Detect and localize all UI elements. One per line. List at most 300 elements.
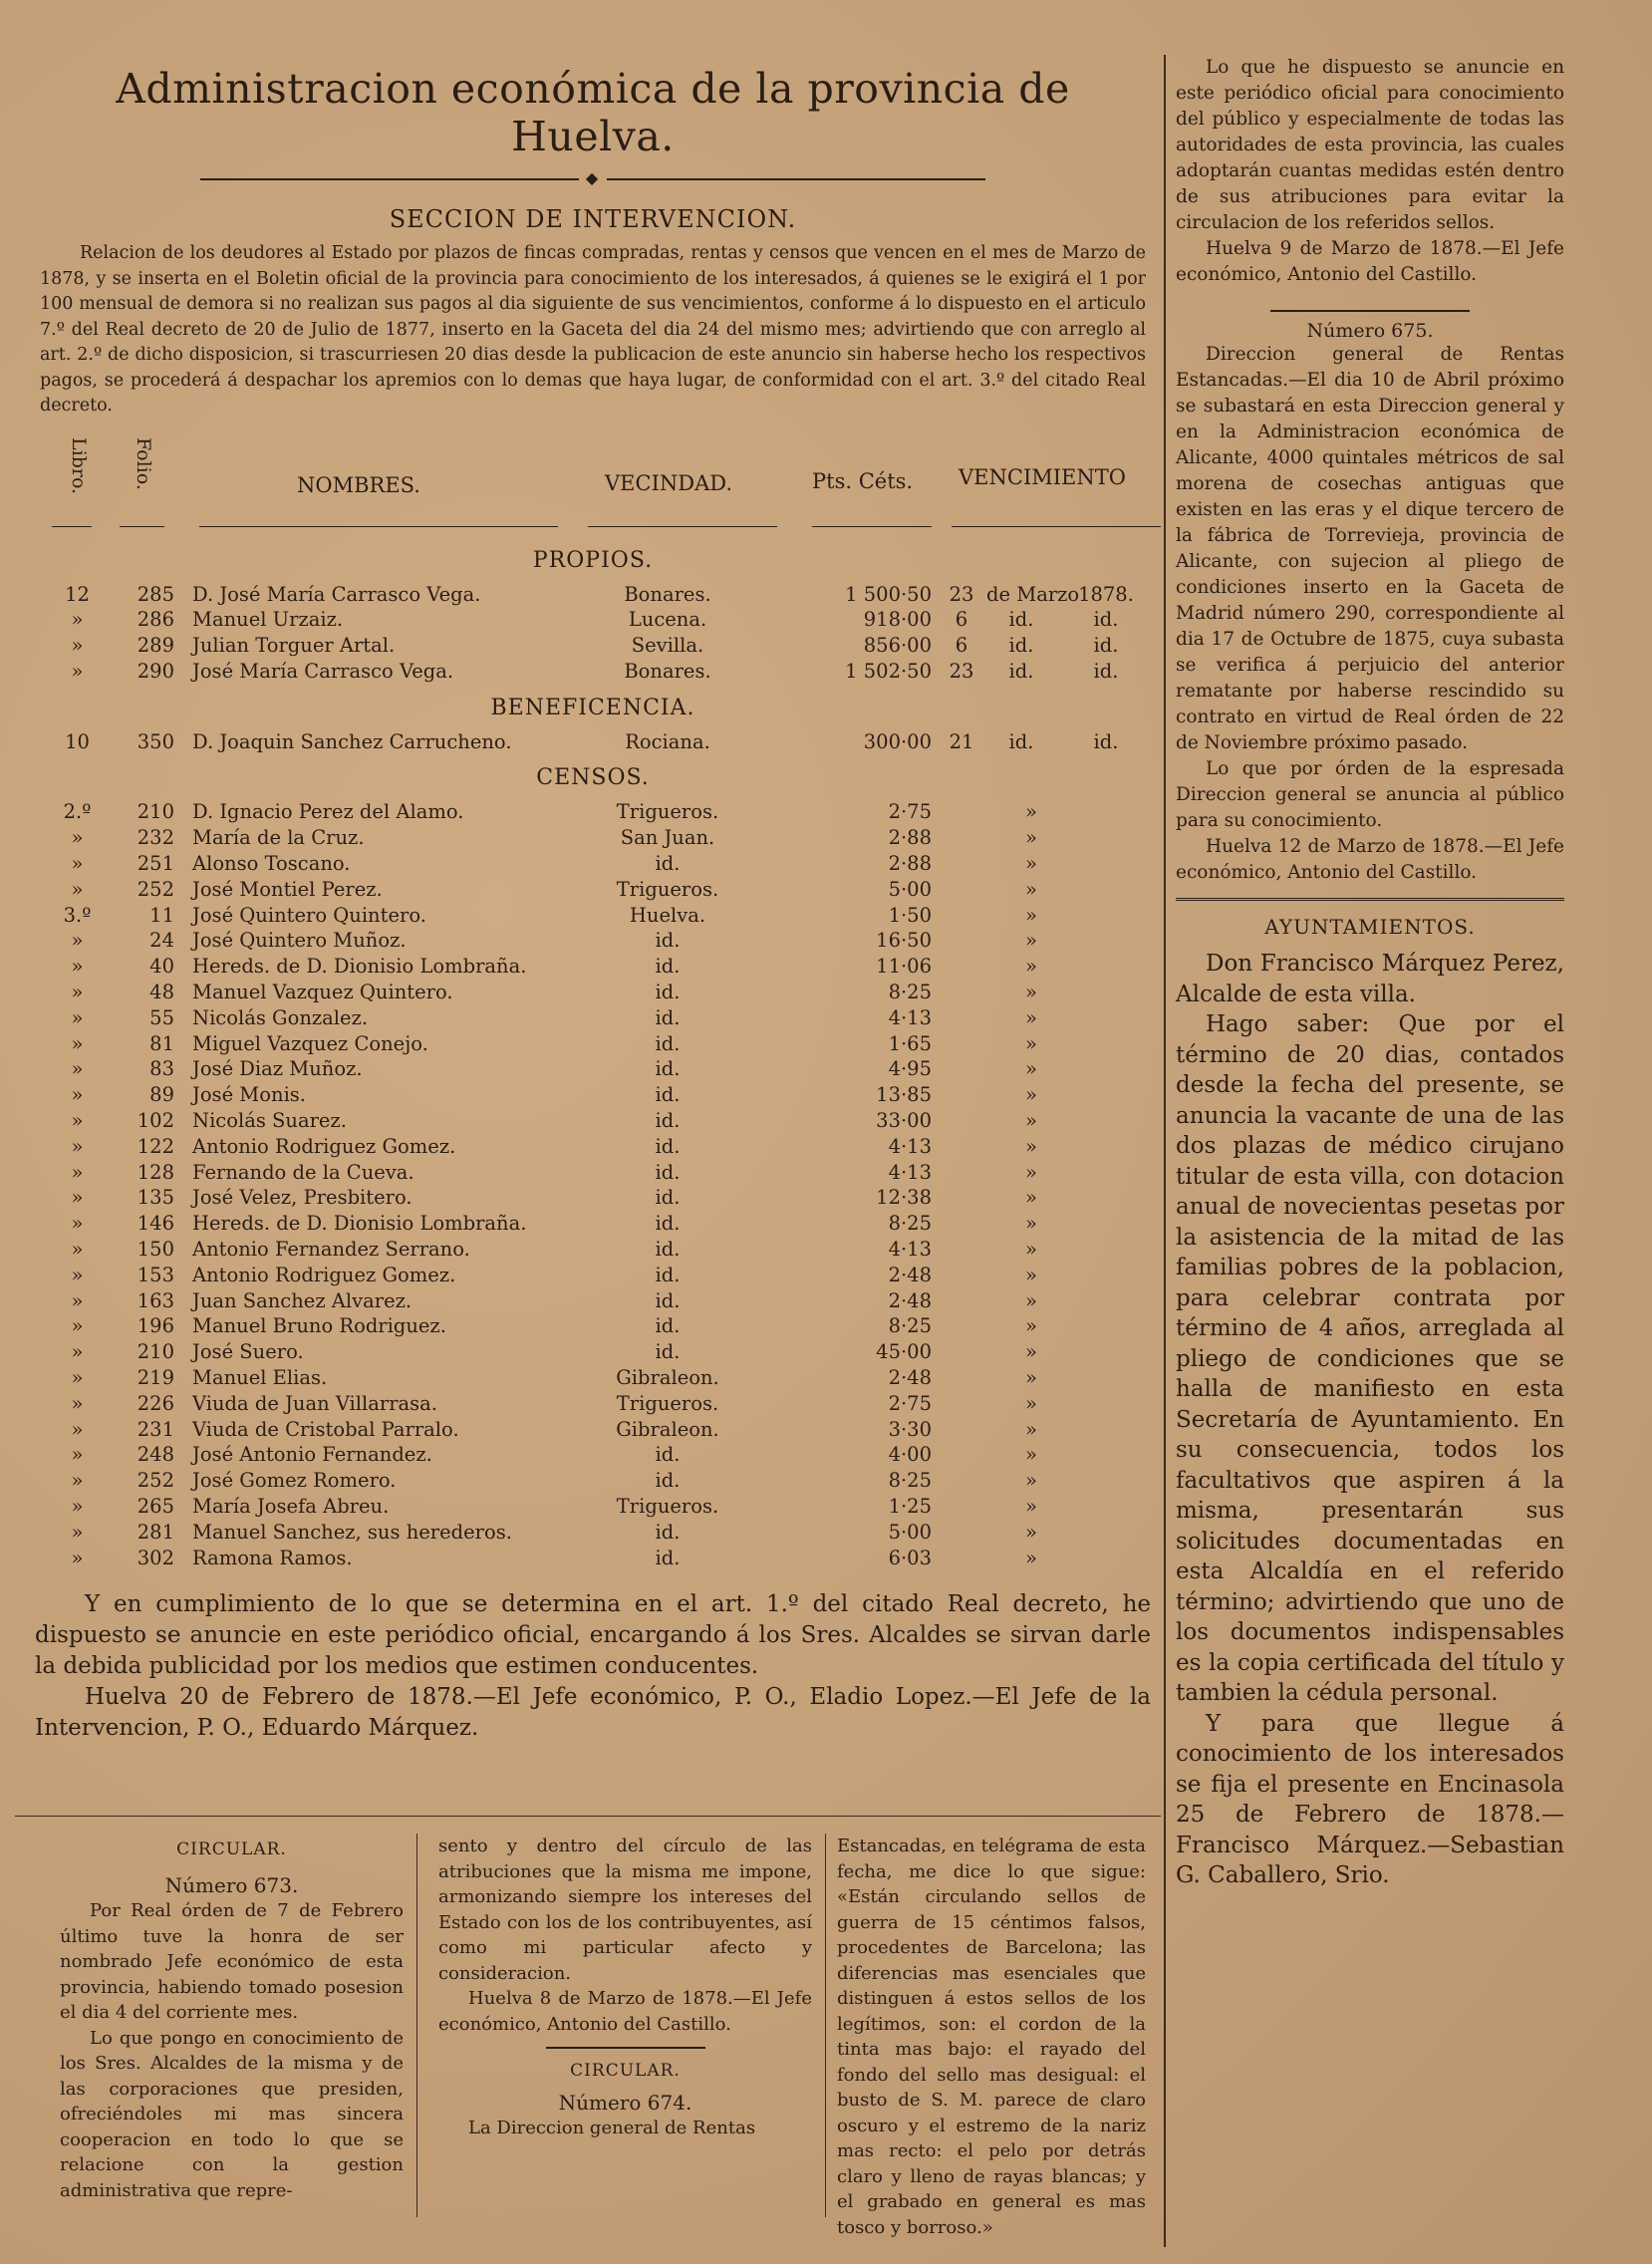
table-cell: 6 [955, 634, 968, 658]
cell-vecindad: id. [655, 1057, 681, 1081]
circular-674-start: La Direccion general de Rentas [468, 2118, 756, 2138]
cell-venc: » [1025, 1057, 1037, 1081]
cell-folio: 150 [137, 1238, 174, 1262]
cell-venc: » [1025, 877, 1037, 901]
cell-vecindad: id. [655, 1443, 681, 1467]
table-cell: 23 [949, 582, 974, 606]
cell-venc: » [1025, 1186, 1037, 1210]
group-heading-beneficencia: BENEFICENCIA. [490, 695, 695, 720]
cell-ptas: 5·00 [888, 877, 932, 901]
cell-vecindad: id. [655, 1031, 681, 1055]
cell-folio: 128 [137, 1160, 174, 1184]
table-row [30, 929, 1156, 955]
header-vencimiento: VENCIMIENTO [959, 464, 1126, 489]
table-row [30, 1032, 1156, 1058]
table-row [30, 1366, 1156, 1392]
cell-libro: » [71, 877, 84, 901]
cell-vecindad: id. [655, 1212, 681, 1236]
cell-vecindad: San Juan. [620, 826, 715, 850]
cell-vecindad: Gibraleon. [616, 1417, 719, 1441]
table-row [30, 1314, 1156, 1340]
circular-673-p1: Por Real órden de 7 de Febrero último tuve la honra de ser nombrado Jefe económico de esta provincia, habiendo tomado posesion el dia 4 del corriente mes. [60, 1900, 404, 2023]
cell-libro: » [71, 1263, 84, 1286]
cell-ptas: 11·06 [876, 955, 932, 979]
cell-libro: » [71, 955, 84, 979]
table-cell: 10 [65, 729, 90, 753]
cell-vecindad: id. [655, 1134, 681, 1158]
continued-text: sento y dentro del círculo de las atribuciones que la misma me impone, armonizando siempre los intereses del Estado con los de los contribuyentes, así como mi particular afecto y consideracion. [438, 1836, 812, 1984]
cell-nombre: Hereds. de D. Dionisio Lombraña. [192, 955, 527, 979]
circular-673-p2: Lo que pongo en conocimiento de los Sres. Alcaldes de la misma y de las corporaciones que presiden, ofreciéndoles mi mas sincera cooperacion en todo lo que se relacione con la gestion administrativa que repre- [60, 2027, 404, 2201]
cell-vecindad: id. [655, 981, 681, 1004]
table-row [30, 608, 1156, 634]
cell-vecindad: Trigueros. [616, 877, 719, 901]
cell-vecindad: id. [655, 852, 681, 876]
cell-venc: » [1025, 800, 1037, 824]
group-rows-censos [30, 800, 1156, 1571]
cell-nombre: José Monis. [192, 1083, 307, 1107]
cell-folio: 24 [149, 929, 174, 953]
cell-nombre: José Quintero Quintero. [192, 903, 426, 927]
cell-venc: » [1025, 1417, 1037, 1441]
cell-nombre: María de la Cruz. [192, 826, 365, 850]
table-row [30, 904, 1156, 930]
table-cell: id. [1008, 608, 1034, 632]
cell-folio: 122 [137, 1134, 174, 1158]
cell-libro: » [71, 1417, 84, 1441]
table-cell: Manuel Urzaiz. [192, 608, 344, 632]
cell-folio: 163 [137, 1288, 174, 1312]
cell-vecindad: Trigueros. [616, 800, 719, 824]
header-ptas: Pts. Céts. [812, 468, 914, 493]
table-cell: 350 [137, 729, 174, 753]
cell-folio: 146 [137, 1212, 174, 1236]
ayuntamientos-closing: Y para que llegue á conocimiento de los interesados se fija el presente en Encinasola 25 de Febrero de 1878.—Francisco Márquez.—Sebastian G. Caballero, Srio. [1176, 1710, 1564, 1888]
group-rows-beneficencia [30, 730, 1156, 756]
right-column [1176, 55, 1564, 1891]
table-cell: » [71, 608, 84, 632]
table-row [30, 1161, 1156, 1187]
table-header [30, 433, 1156, 538]
table-row [30, 1057, 1156, 1083]
cell-venc: » [1025, 1366, 1037, 1390]
table-row [30, 1392, 1156, 1418]
circular-673-heading: CIRCULAR. [176, 1840, 287, 1859]
cell-folio: 231 [137, 1417, 174, 1441]
cell-libro: » [71, 1057, 84, 1081]
cell-ptas: 2·75 [888, 800, 932, 824]
cell-ptas: 8·25 [888, 981, 932, 1004]
cell-nombre: Nicolás Gonzalez. [192, 1005, 369, 1029]
cell-nombre: José Diaz Muñoz. [192, 1057, 363, 1081]
cell-nombre: Antonio Fernandez Serrano. [192, 1238, 470, 1262]
table-cell: id. [1093, 659, 1119, 683]
header-libro: Libro. [68, 436, 90, 494]
cell-nombre: José Montiel Perez. [192, 877, 383, 901]
cell-venc: » [1025, 1005, 1037, 1029]
cell-vecindad: id. [655, 1288, 681, 1312]
cell-nombre: Nicolás Suarez. [192, 1109, 347, 1133]
table-cell: id. [1093, 634, 1119, 658]
table-cell: Sevilla. [631, 634, 704, 658]
cell-ptas: 4·13 [888, 1005, 932, 1029]
cell-folio: 226 [137, 1391, 174, 1415]
cell-ptas: 4·13 [888, 1238, 932, 1262]
cell-nombre: Hereds. de D. Dionisio Lombraña. [192, 1212, 527, 1236]
cell-folio: 81 [149, 1031, 174, 1055]
cell-venc: » [1025, 1238, 1037, 1262]
cell-libro: » [71, 1134, 84, 1158]
table-cell: Julian Torguer Artal. [192, 634, 396, 658]
cell-folio: 232 [137, 826, 174, 850]
table-cell: 290 [137, 659, 174, 683]
circular-673 [60, 1834, 404, 2203]
cell-folio: 210 [137, 800, 174, 824]
cell-ptas: 6·03 [888, 1546, 932, 1569]
cell-venc: » [1025, 1520, 1037, 1544]
cell-venc: » [1025, 1160, 1037, 1184]
debtor-table [30, 548, 1156, 1572]
cell-nombre: Fernando de la Cueva. [192, 1160, 414, 1184]
table-cell: 12 [65, 582, 90, 606]
cell-libro: » [71, 1546, 84, 1569]
table-row [30, 1186, 1156, 1212]
section-divider [15, 1816, 1161, 1817]
cell-venc: » [1025, 1469, 1037, 1493]
table-cell: 1878. [1078, 582, 1134, 606]
cell-libro: » [71, 1186, 84, 1210]
cell-ptas: 3·30 [888, 1417, 932, 1441]
cell-folio: 210 [137, 1340, 174, 1364]
cell-libro: » [71, 852, 84, 876]
cell-folio: 248 [137, 1443, 174, 1467]
cell-libro: » [71, 1391, 84, 1415]
table-cell: 1 500·50 [845, 582, 932, 606]
cell-vecindad: Gibraleon. [616, 1366, 719, 1390]
cell-libro: » [71, 826, 84, 850]
ayuntamientos-heading: AYUNTAMIENTOS. [1264, 915, 1476, 939]
cell-venc: » [1025, 826, 1037, 850]
notice-675-number: Número 675. [1306, 320, 1434, 342]
cell-nombre: Ramona Ramos. [192, 1546, 353, 1569]
cell-vecindad: Huelva. [629, 903, 706, 927]
table-row [30, 1109, 1156, 1135]
cell-vecindad: Trigueros. [616, 1391, 719, 1415]
cell-vecindad: id. [655, 1469, 681, 1493]
cell-ptas: 33·00 [876, 1109, 932, 1133]
cell-ptas: 4·13 [888, 1134, 932, 1158]
cell-vecindad: Trigueros. [616, 1495, 719, 1518]
table-cell: id. [1008, 729, 1034, 753]
main-column [30, 55, 1156, 1744]
cell-ptas: 4·00 [888, 1443, 932, 1467]
cell-ptas: 2·75 [888, 1391, 932, 1415]
cell-vecindad: id. [655, 1238, 681, 1262]
circular-674-heading: CIRCULAR. [570, 2061, 681, 2081]
cell-folio: 219 [137, 1366, 174, 1390]
notice-top: Lo que he dispuesto se anuncie en este periódico oficial para conocimiento del público y especialmente de todas las autoridades de esta provincia, las cuales adoptarán cuantas medidas estén dentro de sus atribuciones para evitar la circulacion de los referidos sellos. [1176, 57, 1564, 233]
cell-ptas: 1·25 [888, 1495, 932, 1518]
continued-signature: Huelva 8 de Marzo de 1878.—El Jefe económico, Antonio del Castillo. [438, 1988, 812, 2035]
cell-folio: 251 [137, 852, 174, 876]
cell-vecindad: id. [655, 1520, 681, 1544]
cell-ptas: 12·38 [876, 1186, 932, 1210]
cell-nombre: Manuel Vazquez Quintero. [192, 981, 453, 1004]
cell-vecindad: id. [655, 1314, 681, 1338]
cell-nombre: D. Ignacio Perez del Alamo. [192, 800, 464, 824]
table-cell: Lucena. [628, 608, 707, 632]
cell-nombre: María Josefa Abreu. [192, 1495, 390, 1518]
cell-venc: » [1025, 1263, 1037, 1286]
table-row [30, 1083, 1156, 1109]
table-cell: 286 [137, 608, 174, 632]
cell-libro: » [71, 1314, 84, 1338]
column-divider [1164, 55, 1166, 2247]
cell-nombre: Juan Sanchez Alvarez. [192, 1288, 413, 1312]
table-cell: 300·00 [863, 729, 932, 753]
ayuntamientos-title: Don Francisco Márquez Perez, Alcalde de esta villa. [1176, 951, 1564, 1007]
table-row [30, 1135, 1156, 1161]
cell-venc: » [1025, 1288, 1037, 1312]
table-cell: Bonares. [624, 582, 711, 606]
cell-nombre: José Gomez Romero. [192, 1469, 397, 1493]
group-heading-propios: PROPIOS. [532, 547, 654, 573]
table-row [30, 878, 1156, 904]
cell-libro: » [71, 1031, 84, 1055]
table-row [30, 1443, 1156, 1469]
cell-venc: » [1025, 1391, 1037, 1415]
cell-vecindad: id. [655, 1160, 681, 1184]
cell-vecindad: id. [655, 1340, 681, 1364]
table-cell: id. [1093, 608, 1119, 632]
page-title: Administracion económica de la provincia de Huelva. [116, 65, 1070, 160]
cell-venc: » [1025, 1443, 1037, 1467]
cell-nombre: Viuda de Juan Villarrasa. [192, 1391, 437, 1415]
header-nombres: NOMBRES. [297, 472, 420, 497]
cell-vecindad: id. [655, 929, 681, 953]
cell-folio: 281 [137, 1520, 174, 1544]
table-row [30, 1418, 1156, 1444]
circular-673-continued [438, 1834, 812, 2141]
table-cell: » [71, 659, 84, 683]
cell-folio: 83 [149, 1057, 174, 1081]
cell-libro: » [71, 1520, 84, 1544]
cell-venc: » [1025, 1134, 1037, 1158]
cell-libro: » [71, 1495, 84, 1518]
cell-libro: » [71, 929, 84, 953]
table-cell: D. Joaquin Sanchez Carrucheno. [192, 729, 512, 753]
cell-folio: 153 [137, 1263, 174, 1286]
notice-675-text: Direccion general de Rentas Estancadas.—El dia 10 de Abril próximo se subastará en esta Direccion general y en la Administracion económica de Alicante, 4000 quintales métricos de sal morena de cosechas antiguas que existen en las eras y el dique tercero de la fábrica de Torrevieja, provincia de Alicante, con sujecion al pliego de condiciones inserto en la Gaceta de Madrid número 290, correspondiente al dia 17 de Octubre de 1875, cuya subasta se verifica á perjuicio del anterior rematante por haberse rescindido su contrato en virtud de Real órden de 22 de Noviembre próximo pasado. [1176, 344, 1564, 753]
table-row [30, 852, 1156, 878]
cell-venc: » [1025, 955, 1037, 979]
table-row [30, 583, 1156, 609]
cell-vecindad: id. [655, 1186, 681, 1210]
cell-ptas: 2·88 [888, 826, 932, 850]
table-row [30, 981, 1156, 1006]
cell-vecindad: id. [655, 1263, 681, 1286]
bottom-columns [30, 1834, 1156, 2238]
header-vecindad: VECINDAD. [605, 470, 732, 495]
cell-venc: » [1025, 852, 1037, 876]
circular-674-number: Número 674. [558, 2090, 692, 2115]
cell-nombre: José Velez, Presbitero. [192, 1186, 413, 1210]
cell-vecindad: id. [655, 1083, 681, 1107]
cell-libro: » [71, 1109, 84, 1133]
cell-nombre: Alonso Toscano. [192, 852, 351, 876]
cell-libro: » [71, 1340, 84, 1364]
table-cell: 856·00 [863, 634, 932, 658]
table-cell: » [71, 634, 84, 658]
cell-libro: » [71, 1005, 84, 1029]
notice-675-signature: Huelva 12 de Marzo de 1878.—El Jefe económico, Antonio del Castillo. [1176, 836, 1564, 883]
ayuntamientos-text: Hago saber: Que por el término de 20 dias, contados desde la fecha del presente, se anuncia la vacante de una de las dos plazas de médico cirujano titular de esta villa, con dotacion anual de novecientas pesetas por la asistencia de la mitad de las familias pobres de la poblacion, para celebrar contrata por término de 4 años, arreglada al pliego de condiciones que se halla de manifiesto en esta Secretaría de Ayuntamiento. En su consecuencia, todos los facultativos que aspiren á la misma, presentarán sus solicitudes documentadas en esta Alcaldía en el referido término; advirtiendo que uno de los documentos indispensables es la copia certificada del título y tambien la cédula personal. [1176, 1011, 1564, 1706]
cell-ptas: 2·88 [888, 852, 932, 876]
cell-folio: 102 [137, 1109, 174, 1133]
notice-top-signature: Huelva 9 de Marzo de 1878.—El Jefe económico, Antonio del Castillo. [1176, 238, 1564, 285]
cell-folio: 48 [149, 981, 174, 1004]
table-cell: D. José María Carrasco Vega. [192, 582, 481, 606]
group-heading-censos: CENSOS. [536, 765, 650, 791]
circular-674-continued [837, 1834, 1146, 2240]
table-cell: 918·00 [863, 608, 932, 632]
notice-675-p2: Lo que por órden de la espresada Direccion general se anuncia al público para su conocimiento. [1176, 758, 1564, 831]
cell-ptas: 13·85 [876, 1083, 932, 1107]
cell-folio: 135 [137, 1186, 174, 1210]
circular-674-text: Estancadas, en telégrama de esta fecha, me dice lo que sigue: «Están circulando sellos de guerra de 15 céntimos falsos, procedentes de Barcelona; las diferencias mas esenciales que distinguen á estos sellos de los legítimos, son: el cordon de la tinta mas bajo: el rayado del fondo del sello mas desigual: el busto de S. M. parece de claro oscuro y el estremo de la nariz mas recto: el pelo por detrás claro y lleno de rayas blancas; y el grabado en general es mas tosco y borroso.» [837, 1836, 1146, 2238]
cell-libro: 3.º [63, 903, 92, 927]
cell-ptas: 8·25 [888, 1469, 932, 1493]
intro-paragraph: Relacion de los deudores al Estado por plazos de fincas compradas, rentas y censos que vencen en el mes de Marzo de 1878, y se inserta en el Boletin oficial de la provincia para conocimiento de los interesados, á quienes se le exigirá el 1 por 100 mensual de demora si no realizan sus pagos al dia siguiente de sus vencimientos, conforme á lo dispuesto en el articulo 7.º del Real decreto de 20 de Julio de 1877, inserto en la Gaceta del dia 24 del mismo mes; advirtiendo que con arreglo al art. 2.º de dicho disposicion, si trascurriesen 20 dias desde la publicacion de este anuncio sin haberse hecho los respectivos pagos, se procederá á despachar los apremios con lo demas que haya lugar, de conformidad con el art. 3.º del citado Real decreto. [40, 243, 1146, 416]
cell-venc: » [1025, 981, 1037, 1004]
cell-vecindad: id. [655, 955, 681, 979]
cell-nombre: Antonio Rodriguez Gomez. [192, 1263, 456, 1286]
header-folio: Folio. [133, 436, 154, 490]
cell-venc: » [1025, 903, 1037, 927]
cell-venc: » [1025, 1031, 1037, 1055]
cell-ptas: 8·25 [888, 1314, 932, 1338]
cell-ptas: 2·48 [888, 1366, 932, 1390]
cell-folio: 302 [137, 1546, 174, 1569]
cell-folio: 55 [149, 1005, 174, 1029]
table-cell: id. [1008, 634, 1034, 658]
cell-folio: 252 [137, 877, 174, 901]
cell-nombre: José Antonio Fernandez. [192, 1443, 432, 1467]
cell-ptas: 4·13 [888, 1160, 932, 1184]
table-row [30, 1006, 1156, 1032]
table-cell: Bonares. [624, 659, 711, 683]
cell-venc: » [1025, 1083, 1037, 1107]
cell-libro: » [71, 1212, 84, 1236]
cell-ptas: 1·65 [888, 1031, 932, 1055]
table-cell: id. [1008, 659, 1034, 683]
cell-ptas: 45·00 [876, 1340, 932, 1364]
table-row [30, 1238, 1156, 1264]
cell-folio: 252 [137, 1469, 174, 1493]
cell-venc: » [1025, 1314, 1037, 1338]
table-cell: 289 [137, 634, 174, 658]
cell-venc: » [1025, 929, 1037, 953]
section-heading: SECCION DE INTERVENCION. [389, 205, 797, 233]
closing-signature: Huelva 20 de Febrero de 1878.—El Jefe económico, P. O., Eladio Lopez.—El Jefe de la Intervencion, P. O., Eduardo Márquez. [35, 1684, 1151, 1742]
cell-ptas: 1·50 [888, 903, 932, 927]
title-ornament: ◆ [30, 168, 1156, 187]
table-row [30, 1340, 1156, 1366]
table-row [30, 634, 1156, 660]
cell-folio: 196 [137, 1314, 174, 1338]
cell-libro: » [71, 1160, 84, 1184]
cell-venc: » [1025, 1340, 1037, 1364]
cell-nombre: Antonio Rodriguez Gomez. [192, 1134, 456, 1158]
cell-libro: » [71, 1238, 84, 1262]
table-row [30, 1495, 1156, 1521]
table-row [30, 826, 1156, 852]
cell-venc: » [1025, 1495, 1037, 1518]
cell-vecindad: id. [655, 1005, 681, 1029]
cell-ptas: 8·25 [888, 1212, 932, 1236]
cell-nombre: Manuel Sanchez, sus herederos. [192, 1520, 512, 1544]
cell-folio: 40 [149, 955, 174, 979]
cell-venc: » [1025, 1546, 1037, 1569]
cell-nombre: Manuel Bruno Rodriguez. [192, 1314, 446, 1338]
cell-libro: » [71, 981, 84, 1004]
table-row [30, 1212, 1156, 1238]
table-row [30, 660, 1156, 686]
cell-libro: » [71, 1083, 84, 1107]
cell-nombre: Manuel Elias. [192, 1366, 328, 1390]
table-cell: José María Carrasco Vega. [192, 659, 454, 683]
table-cell: 23 [949, 659, 974, 683]
cell-ptas: 4·95 [888, 1057, 932, 1081]
table-cell: 21 [949, 729, 974, 753]
table-cell: Rociana. [625, 729, 710, 753]
table-cell: id. [1093, 729, 1119, 753]
table-row [30, 955, 1156, 981]
cell-ptas: 2·48 [888, 1288, 932, 1312]
cell-nombre: Miguel Vazquez Conejo. [192, 1031, 428, 1055]
table-row [30, 730, 1156, 756]
closing-paragraph: Y en cumplimiento de lo que se determina en el art. 1.º del citado Real decreto, he dispuesto se anuncie en este periódico oficial, encargando á los Sres. Alcaldes se sirvan darle la debida publicidad por los medios que estimen conducentes. [35, 1591, 1151, 1680]
cell-venc: » [1025, 1212, 1037, 1236]
cell-nombre: José Quintero Muñoz. [192, 929, 407, 953]
cell-ptas: 16·50 [876, 929, 932, 953]
cell-libro: » [71, 1443, 84, 1467]
table-row [30, 1289, 1156, 1315]
table-row [30, 1264, 1156, 1289]
table-cell: de Marzo [986, 582, 1080, 606]
table-cell: 1 502·50 [845, 659, 932, 683]
cell-folio: 11 [149, 903, 174, 927]
circular-673-number: Número 673. [164, 1872, 299, 1897]
table-row [30, 1547, 1156, 1572]
cell-libro: 2.º [63, 800, 92, 824]
cell-libro: » [71, 1366, 84, 1390]
cell-libro: » [71, 1469, 84, 1493]
cell-ptas: 5·00 [888, 1520, 932, 1544]
table-cell: 285 [137, 582, 174, 606]
cell-nombre: Viuda de Cristobal Parralo. [192, 1417, 459, 1441]
cell-folio: 89 [149, 1083, 174, 1107]
group-rows-propios [30, 583, 1156, 686]
table-row [30, 1469, 1156, 1495]
cell-libro: » [71, 1288, 84, 1312]
cell-nombre: José Suero. [192, 1340, 304, 1364]
table-row [30, 800, 1156, 826]
cell-vecindad: id. [655, 1109, 681, 1133]
table-cell: 6 [955, 608, 968, 632]
table-row [30, 1521, 1156, 1547]
cell-ptas: 2·48 [888, 1263, 932, 1286]
